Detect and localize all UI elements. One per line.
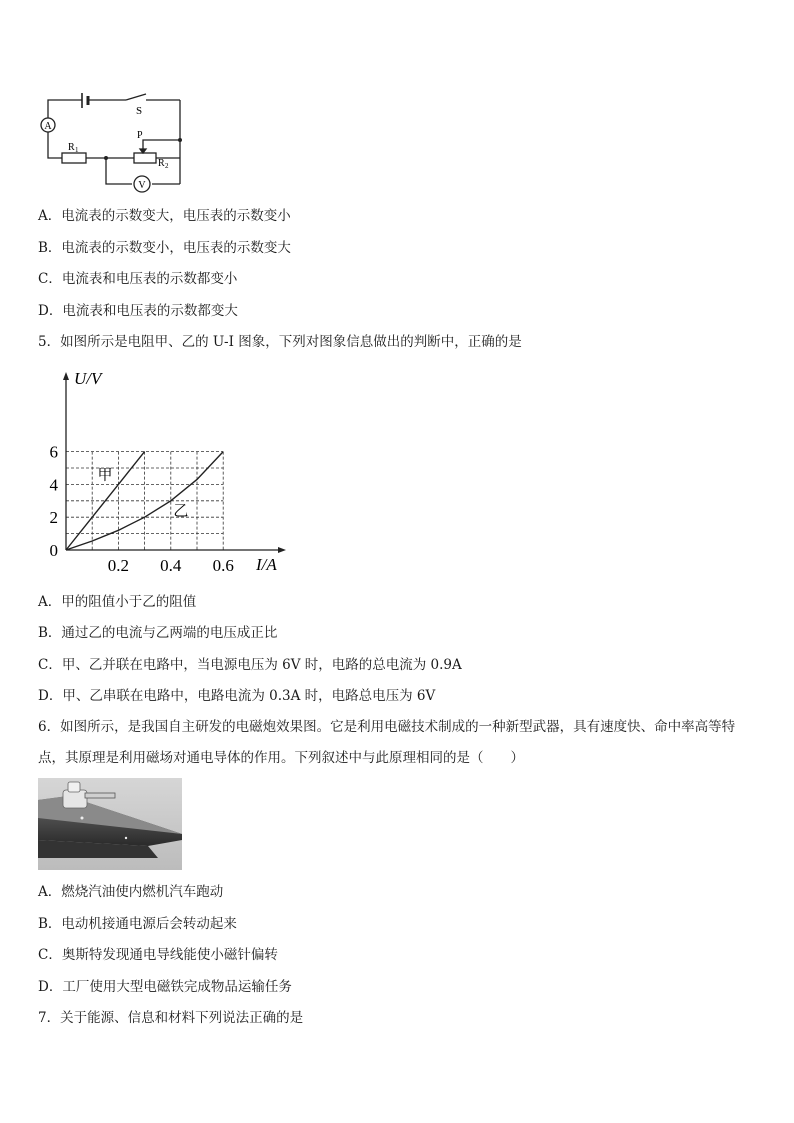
q5-option-b[interactable]: B．通过乙的电流与乙两端的电压成正比 (38, 625, 278, 641)
q6-option-c[interactable]: C．奥斯特发现通电导线能使小磁针偏转 (38, 947, 278, 963)
q6-stem-line1: 6．如图所示，是我国自主研发的电磁炮效果图。它是利用电磁技术制成的一种新型武器，具有速度快、命中率高等特 (38, 719, 736, 735)
q5-option-a[interactable]: A．甲的阻值小于乙的阻值 (38, 594, 197, 610)
y-tick-label: 2 (49, 508, 58, 528)
svg-text:V: V (138, 180, 146, 191)
q5-stem: 5．如图所示是电阻甲、乙的 U-I 图象，下列对图象信息做出的判断中，正确的是 (38, 334, 522, 350)
q5-option-c[interactable]: C．甲、乙并联在电路中，当电源电压为 6V 时，电路的总电流为 0.9A (38, 657, 462, 673)
q4-option-c[interactable]: C．电流表和电压表的示数都变小 (38, 271, 238, 287)
q7-stem: 7．关于能源、信息和材料下列说法正确的是 (38, 1010, 304, 1026)
q6-option-b[interactable]: B．电动机接通电源后会转动起来 (38, 916, 237, 932)
circuit-diagram (34, 88, 194, 193)
q6-option-d[interactable]: D．工厂使用大型电磁铁完成物品运输任务 (38, 979, 292, 995)
r2-resistor (134, 153, 156, 163)
y-axis-label: U/V (74, 369, 102, 388)
svg-text:P: P (137, 130, 143, 141)
q6-stem-line2: 点，其原理是利用磁场对通电导体的作用。下列叙述中与此原理相同的是（ ） (38, 750, 524, 766)
r1-resistor (62, 153, 86, 163)
railgun-image (38, 778, 182, 870)
q5-option-d[interactable]: D．甲、乙串联在电路中，电路电流为 0.3A 时，电路总电压为 6V (38, 688, 436, 704)
svg-text:R: R (158, 158, 165, 169)
y-axis-arrow (63, 372, 69, 380)
svg-text:R: R (68, 142, 75, 153)
q4-option-a[interactable]: A．电流表的示数变大，电压表的示数变小 (38, 208, 291, 224)
svg-text:2: 2 (165, 162, 169, 170)
svg-text:1: 1 (75, 146, 79, 154)
series-label-yi: 乙 (173, 503, 189, 520)
x-axis-arrow (278, 547, 286, 553)
q6-option-a[interactable]: A．燃烧汽油使内燃机汽车跑动 (38, 884, 224, 900)
y-tick-label: 4 (49, 475, 58, 495)
x-axis-label: I/A (256, 555, 277, 574)
q4-option-b[interactable]: B．电流表的示数变小，电压表的示数变大 (38, 240, 291, 256)
x-tick-label: 0.2 (107, 556, 130, 575)
u-i-chart (34, 362, 294, 577)
x-tick-label: 0.6 (212, 556, 234, 575)
series-line-yi (66, 452, 223, 550)
svg-text:S: S (136, 105, 143, 117)
y-tick-label: 6 (49, 442, 58, 462)
q4-option-d[interactable]: D．电流表和电压表的示数都变大 (38, 303, 238, 319)
series-label-jia: 甲 (97, 467, 113, 484)
x-tick-label: 0.4 (160, 556, 182, 575)
y-tick-label: 0 (49, 541, 58, 560)
svg-text:A: A (44, 121, 52, 132)
